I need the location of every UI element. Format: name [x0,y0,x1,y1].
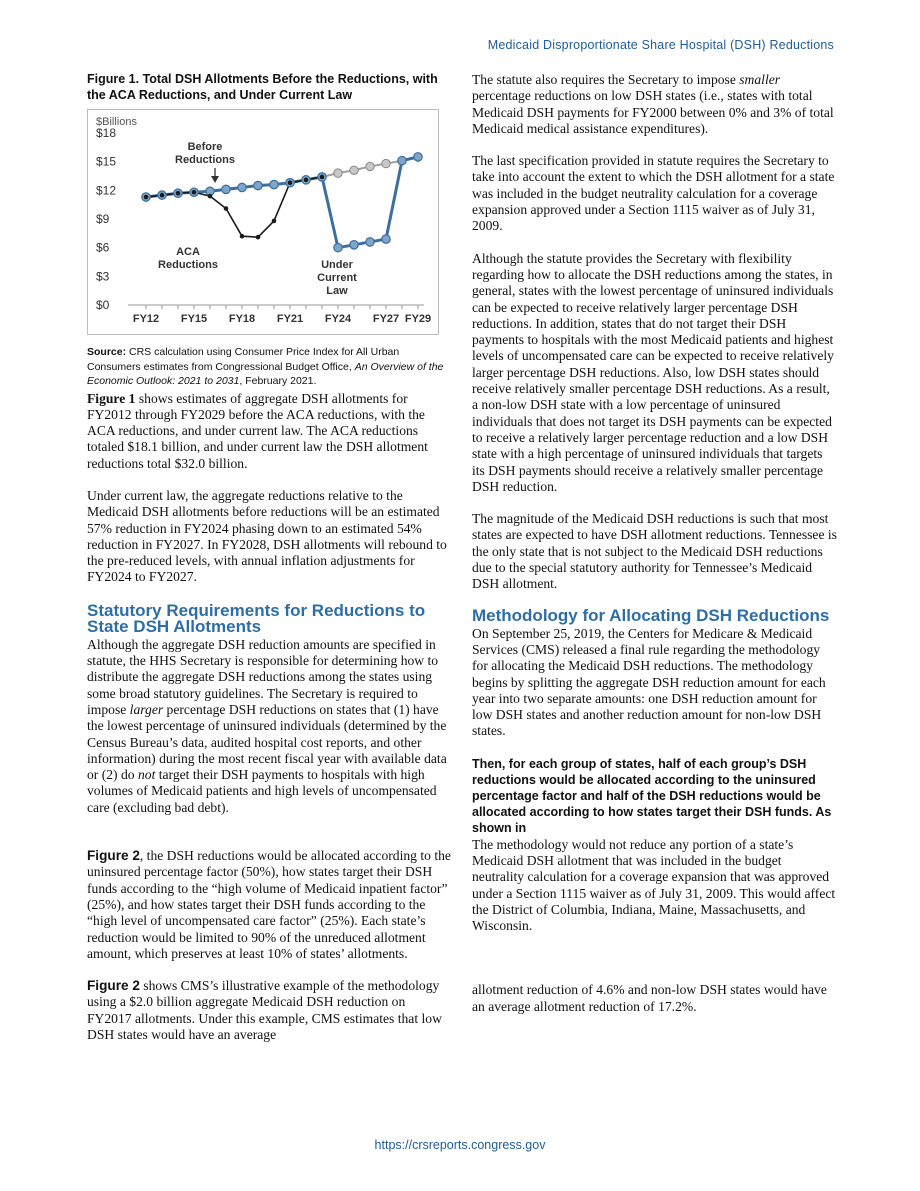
annotation-arrowhead [211,176,219,183]
y-tick-label: $15 [96,154,117,169]
data-point-aca [272,219,277,224]
annotation-under-current-law: Under [321,259,353,271]
y-tick-label: $0 [96,298,110,312]
annotation-under-current-law: Current [317,272,357,284]
paragraph-section-1115: The last specification provided in statute requires the Secretary to take into account the extent to which the DSH allotment for a state was included in the budget neutrality calculation for a coverage expansion approved under a Section 1115 waiver as of July 31, 2009. [472,153,835,234]
running-header: Medicaid Disproportionate Share Hospital (DSH) Reductions [487,38,834,52]
x-tick-label: FY29 [404,313,432,325]
y-tick-label: $6 [96,240,110,255]
data-point-before [366,162,374,170]
data-point-aca [240,234,245,239]
y-tick-label: $12 [96,183,117,198]
data-point-aca [192,190,197,195]
data-point-aca [160,193,165,198]
section-heading-methodology: Methodology for Allocating DSH Reductions [472,605,830,625]
paragraph-figure2-example: Figure 2 shows CMS’s illustrative example of the methodology using a $2.0 billion aggregate Medicaid DSH reduction on FY2017 allotments. Under this example, CMS estimates that low DSH states would have an average [87,978,442,1042]
data-point-current-law [350,241,358,249]
annotation-before-reductions: Reductions [175,154,235,166]
dsh-allotment-line-chart [88,110,438,334]
data-point-current-law [270,180,278,188]
source-publication: An Overview of the Economic Outlook: 2021 to 2031 [87,360,444,387]
data-point-current-law [382,235,390,243]
annotation-before-reductions: Before [187,141,223,153]
data-point-current-law [222,185,230,193]
figure-2-ref: Figure 2 [87,848,140,864]
paragraph-current-law: Under current law, the aggregate reductions relative to the Medicaid DSH allotments before reductions will be an estimated 57% reduction in FY2024 phasing down to an estimated 54% reduction in FY2027. In FY2028, DSH allotments will rebound to the pre-reduced levels, with annual inflation adjustments for FY2024 to FY2027. [87,487,447,585]
paragraph-flexibility: Although the statute provides the Secretary with flexibility regarding how to allocate the DSH reductions among the states, in general, states with the lowest percentage of uninsured individuals can be expected to receive relatively larger percentage DSH reductions. In addition, states that do not target their DSH payments to hospitals with the most Medicaid patients and highest levels of uncompensated care can be expected to receive relatively larger percentage DSH reductions. Also, low DSH states should receive relatively smaller percentage DSH reductions. As a result, a non-low DSH state with a low percentage of uninsured individuals that does not target its DSH payments can be expected to receive a relatively larger percentage reduction and a low DSH state with a high percentage of uninsured individuals that targets its DSH payments should receive a relatively smaller percentage DSH reduction. [472,250,834,494]
data-point-before [334,169,342,177]
x-tick-label: FY15 [180,313,208,325]
data-point-before [382,159,390,167]
section-heading-statutory-requirements: Statutory Requirements for Reductions to State DSH Allotments [87,600,426,636]
y-tick-label: $3 [96,269,110,284]
figure-2-ref-2: Figure 2 [87,978,140,994]
y-tick-label: $9 [96,212,110,226]
y-tick-label: $18 [96,126,117,140]
data-point-aca [208,194,213,199]
data-point-aca [288,180,293,185]
source-tail: , February 2021. [239,375,317,387]
x-tick-label: FY12 [132,313,160,325]
series-line-aca-reductions [146,177,322,237]
footer-url[interactable]: https://crsreports.congress.gov [374,1138,546,1152]
annotation-under-current-law: Law [326,285,348,297]
data-point-aca [224,206,229,211]
paragraph-figure2-factors: Figure 2, the DSH reductions would be allocated according to the uninsured percentage factor (50%), how states target their DSH funds according to the “high volume of Medicaid inpatient factor” (25%), and how states target their DSH funds according to the “high level of uncompensated care factor” (25%). Each state’s reduction would be limited to 90% of the unreduced allotment amount, which preserves at least 10% of states’ allotments. [87,848,451,961]
paragraph-final-rule: On September 25, 2019, the Centers for Medicare & Medicaid Services (CMS) released a final rule regarding the methodology for allocating the Medicaid DSH reductions. The methodology begins by splitting the aggregate DSH reduction amount for each year into two separate amounts: one DSH reduction amount for low DSH states and another reduction amount for non-low DSH states. [472,625,826,739]
data-point-current-law [414,153,422,161]
paragraph-budget-neutrality: The methodology would not reduce any portion of a state’s Medicaid DSH allotment that was included in the budget neutrality calculation for a coverage expansion that was approved under a Section 1115 waiver as of July 31, 2009. This would affect the District of Columbia, Indiana, Maine, Massachusetts, and Wisconsin. [472,836,836,934]
source-text: CRS calculation using Consumer Price Index for All Urban Consumers estimates from Congressional Budget Office, [87,346,400,373]
paragraph-statutory-guidelines: Although the aggregate DSH reduction amounts are specified in statute, the HHS Secretary is responsible for determining how to distribute the aggregate DSH reductions among the states using some broad statutory guidelines. The Secretary is required to impose larger percentage DSH reductions on states that (1) have the lowest percentage of uninsured individuals (determined by the Census Bureau’s data, audited hospital cost reports, and other information) during the most recent fiscal year with available data or (2) do not target their DSH payments to hospitals with high volumes of Medicaid patients and high levels of uncompensated care (excluding bad debt). [87,636,447,815]
source-label: Source: [87,346,127,358]
figure-1-ref: Figure 1 [87,390,136,406]
paragraph-allotment-reduction: allotment reduction of 4.6% and non-low DSH states would have an average allotment reduction of 17.2%. [472,982,827,1014]
figure-1-source [87,345,452,389]
x-tick-label: FY27 [372,313,400,325]
annotation-aca-reductions: Reductions [158,259,218,271]
figure-1-title: Figure 1. Total DSH Allotments Before the Reductions, with the ACA Reductions, and Under Current Law [87,72,438,102]
data-point-aca [304,178,309,183]
data-point-before [350,166,358,174]
highlight-callout: Then, for each group of states, half of each group’s DSH reductions would be allocated according to the uninsured percentage factor and half of the DSH reductions would be allocated according to how states target their DSH funds. As shown in [472,756,832,835]
data-point-current-law [238,183,246,191]
data-point-aca [256,235,261,240]
data-point-current-law [334,243,342,251]
data-point-current-law [398,157,406,165]
paragraph-smaller-reductions: The statute also requires the Secretary to impose smaller percentage reductions on low DSH states (i.e., states with total Medicaid DSH payments for FY2000 between 0% and 3% of total Medicaid medical assistance expenditures). [472,72,834,136]
figure-1-chart [87,109,439,335]
data-point-aca [176,191,181,196]
data-point-current-law [254,181,262,189]
x-tick-label: FY18 [228,313,256,325]
annotation-aca-reductions: ACA [176,246,200,258]
data-point-current-law [366,238,374,246]
x-tick-label: FY21 [276,313,304,325]
y-axis-unit-label: $Billions [96,116,137,128]
left-column [87,72,452,1043]
paragraph-figure1-summary: Figure 1 shows estimates of aggregate DSH allotments for FY2012 through FY2029 before the ACA reductions, with the ACA reductions, and under current law. The ACA reductions totaled $18.1 billion, and under current law the DSH allotment reductions total $32.0 billion. [87,390,428,471]
data-point-aca [144,195,149,200]
x-tick-label: FY24 [324,313,352,325]
data-point-aca [320,175,325,180]
right-column [472,72,837,1015]
paragraph-magnitude: The magnitude of the Medicaid DSH reductions is such that most states are expected to have DSH allotment reductions. Tennessee is the only state that is not subject to the Medicaid DSH reductions due to the special statutory authority for Tennessee’s Medicaid DSH allotment. [472,511,837,592]
